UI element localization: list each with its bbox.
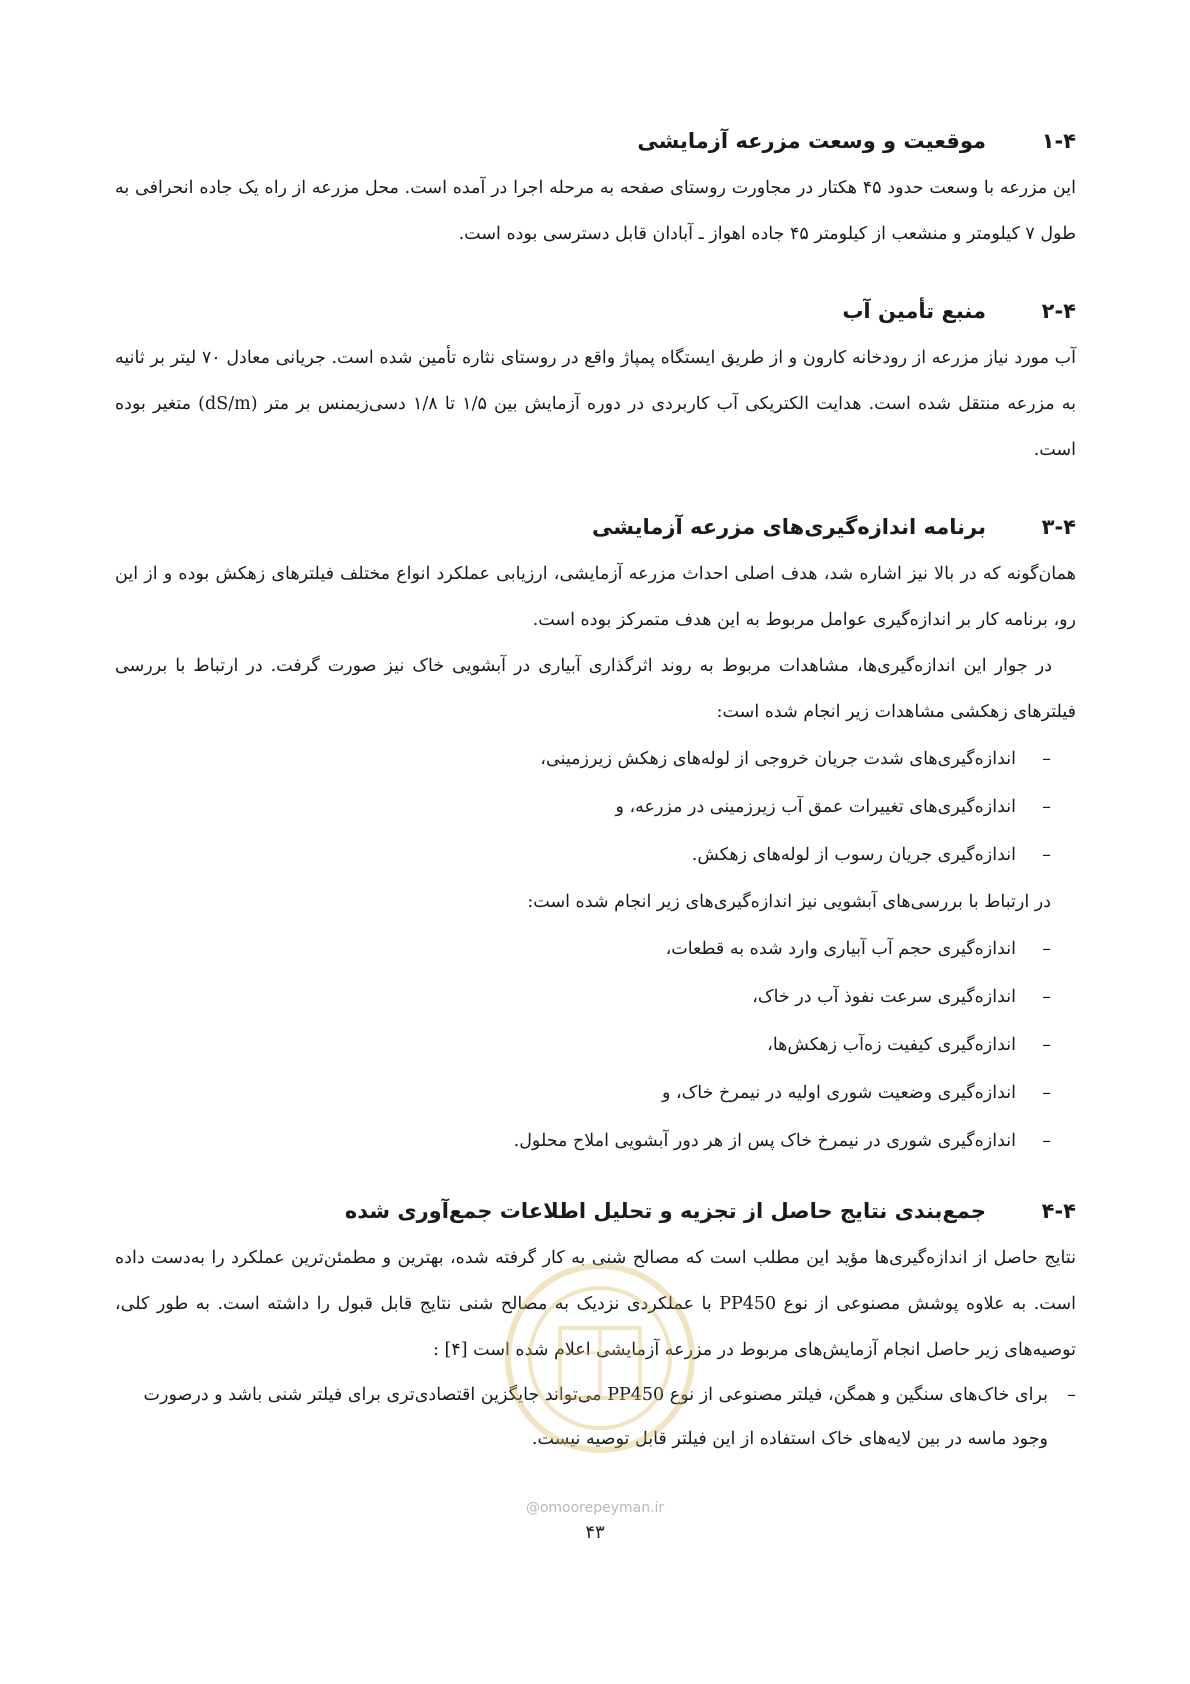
section-number: ۳-۴ — [1041, 515, 1076, 539]
list-marker: – — [1042, 1083, 1051, 1103]
paragraph: در جوار این اندازه‌گیری‌ها، مشاهدات مربوط به روند اثرگذاری آبیاری در آبشویی خاک نیز صورت گرفت. در ارتباط با بررسی فیلترهای زهکشی مشاهدات زیر انجام شده است: — [115, 656, 1076, 722]
section-4-3 — [115, 511, 1076, 1165]
recommendation-list — [115, 1373, 1076, 1461]
paragraph: همان‌گونه که در بالا نیز اشاره شد، هدف اصلی احداث مزرعه آزمایشی، ارزیابی عملکرد انواع مختلف فیلترهای زهکش بوده و از این رو، برنامه کار بر اندازه‌گیری عوامل مربوط به این هدف متمرکز بوده است. — [115, 564, 1076, 630]
section-title: جمع‌بندی نتایج حاصل از تجزیه و تحلیل اطلاعات جمع‌آوری شده — [344, 1199, 986, 1223]
list-item — [115, 1373, 1076, 1461]
paragraph: آب مورد نیاز مزرعه از رودخانه کارون و از طریق ایستگاه پمپاژ واقع در روستای نثاره تأمین شده است. جریانی معادل ۷۰ لیتر بر ثانیه به مزرعه منتقل شده است. هدایت الکتریکی آب کاربردی در دوره آزمایش بین ۱/۵ تا ۱/۸ دسی‌زیمنس بر متر (dS/m) متغیر بوده است. — [115, 348, 1077, 460]
list-marker: – — [1042, 987, 1051, 1007]
list-item — [115, 831, 1076, 879]
list-item-text: اندازه‌گیری حجم آب آبیاری وارد شده به قطعات، — [665, 939, 1016, 959]
section-4-2 — [115, 295, 1076, 473]
section-heading — [115, 125, 1076, 157]
section-4-1 — [115, 125, 1076, 257]
list-item — [115, 1021, 1076, 1069]
list-item-text: اندازه‌گیری کیفیت زه‌آب زهکش‌ها، — [767, 1035, 1016, 1055]
list-item-text: برای خاک‌های سنگین و همگن، فیلتر مصنوعی از نوع PP450 می‌تواند جایگزین اقتصادی‌تری برای فیلتر شنی باشد و درصورت وجود ماسه در بین لایه‌های خاک استفاده از این فیلتر قابل توصیه نیست. — [143, 1385, 1048, 1449]
paragraph: این مزرعه با وسعت حدود ۴۵ هکتار در مجاورت روستای صفحه به مرحله اجرا در آمده است. محل مزرعه از راه یک جاده انحرافی به طول ۷ کیلومتر و منشعب از کیلومتر ۴۵ جاده اهواز ـ آبادان قابل دسترسی بوده است. — [115, 178, 1076, 244]
section-title: منبع تأمین آب — [842, 299, 986, 323]
list-item-text: اندازه‌گیری‌های شدت جریان خروجی از لوله‌های زهکش زیرزمینی، — [540, 749, 1016, 769]
list-marker: – — [1042, 845, 1051, 865]
section-heading — [115, 1195, 1076, 1227]
list-item-text: اندازه‌گیری وضعیت شوری اولیه در نیمرخ خاک، و — [661, 1083, 1016, 1103]
list-marker: – — [1042, 939, 1051, 959]
page-number: ۴۳ — [585, 1522, 605, 1543]
list-item — [115, 925, 1076, 973]
section-number: ۱-۴ — [1041, 129, 1076, 153]
paragraph: نتایج حاصل از اندازه‌گیری‌ها مؤید این مطلب است که مصالح شنی به کار گرفته شده، بهترین و مطمئن‌ترین عملکرد را به‌دست داده است. به علاوه پوشش مصنوعی از نوع PP450 با عملکردی نزدیک به مصالح شنی نتایج قابل قبول را داشته است. به طور کلی، توصیه‌های زیر حاصل انجام آزمایش‌های مربوط در مزرعه آزمایشی اعلام شده است [۴] : — [115, 1248, 1076, 1360]
section-4-4 — [115, 1195, 1076, 1461]
page-content — [115, 125, 1076, 1461]
list-item — [115, 973, 1076, 1021]
list-item — [115, 1117, 1076, 1165]
measurement-list-leaching — [115, 925, 1076, 1165]
list-item — [115, 735, 1076, 783]
section-heading — [115, 295, 1076, 327]
list-marker: – — [1042, 1035, 1051, 1055]
list-item — [115, 783, 1076, 831]
paragraph: در ارتباط با بررسی‌های آبشویی نیز اندازه‌گیری‌های زیر انجام شده است: — [527, 892, 1051, 912]
watermark-site: @omoorepeyman.ir — [525, 1500, 665, 1516]
list-marker: – — [1042, 749, 1051, 769]
list-marker: – — [1067, 1385, 1076, 1405]
section-title: برنامه اندازه‌گیری‌های مزرعه آزمایشی — [592, 515, 986, 539]
section-number: ۲-۴ — [1041, 299, 1076, 323]
list-item-text: اندازه‌گیری شوری در نیمرخ خاک پس از هر دور آبشویی املاح محلول. — [513, 1131, 1016, 1151]
list-item-text: اندازه‌گیری جریان رسوب از لوله‌های زهکش. — [691, 845, 1016, 865]
section-number: ۴-۴ — [1041, 1199, 1076, 1223]
list-item-text: اندازه‌گیری سرعت نفوذ آب در خاک، — [752, 987, 1016, 1007]
measurement-list-drainage — [115, 735, 1076, 879]
list-marker: – — [1042, 1131, 1051, 1151]
list-item-text: اندازه‌گیری‌های تغییرات عمق آب زیرزمینی در مزرعه، و — [615, 797, 1016, 817]
list-item — [115, 1069, 1076, 1117]
section-heading — [115, 511, 1076, 543]
list-marker: – — [1042, 797, 1051, 817]
section-title: موقعیت و وسعت مزرعه آزمایشی — [637, 129, 986, 153]
